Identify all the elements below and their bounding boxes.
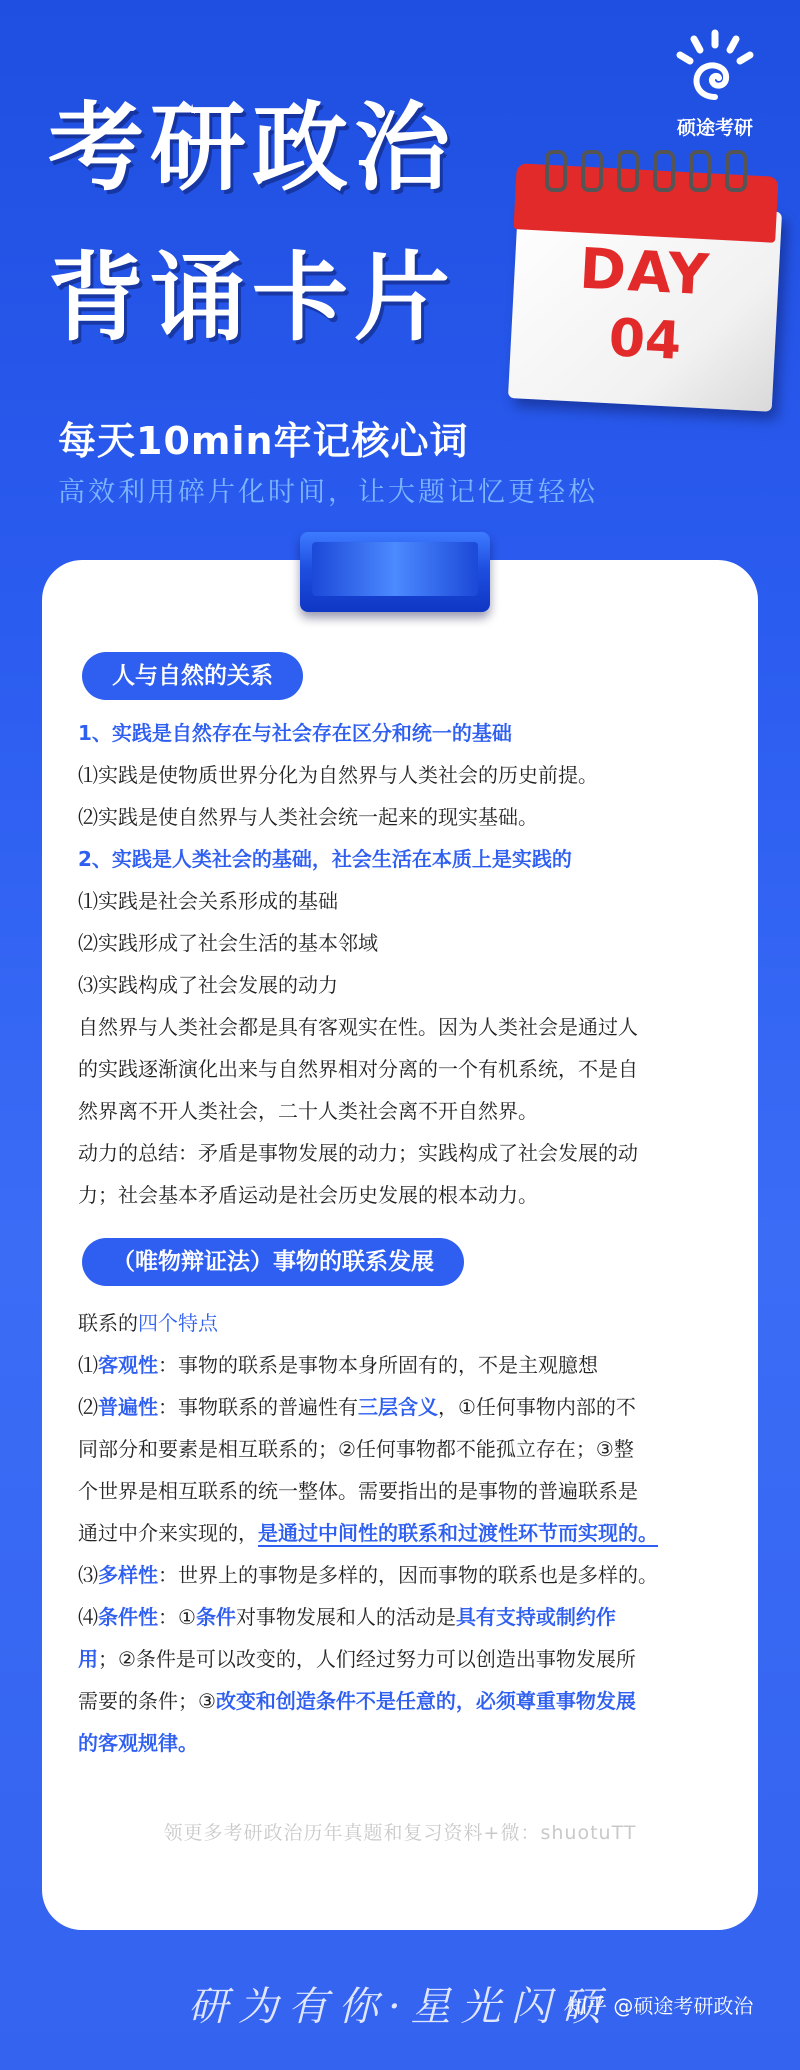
content-card xyxy=(42,560,758,1930)
section-title-nature: 人与自然的关系 xyxy=(82,652,303,700)
item-highlight: 三层含义 xyxy=(358,1395,438,1419)
item-text: 对事物发展和人的活动是 xyxy=(235,1605,456,1629)
paragraph-line xyxy=(78,1680,726,1722)
feature-item-universality xyxy=(78,1386,726,1428)
brand-name: 硕途考研 xyxy=(676,117,753,139)
feature-item-objectivity xyxy=(78,1344,726,1386)
item-highlight: 用 xyxy=(78,1647,98,1671)
binder-clip-inner xyxy=(312,542,478,596)
item-text: 通过中介来实现的， xyxy=(78,1521,258,1545)
tagline: 高效利用碎片化时间，让大题记忆更轻松 xyxy=(58,477,598,508)
calendar-ring-icon xyxy=(689,150,711,192)
paragraph-line xyxy=(78,1512,726,1554)
item-number: ⑵ xyxy=(78,1395,98,1419)
intro-text: 联系的 xyxy=(78,1311,138,1335)
paragraph-line: 力；社会基本矛盾运动是社会历史发展的根本动力。 xyxy=(78,1183,538,1207)
item-text: ；②条件是可以改变的，人们经过努力可以创造出事物发展所 xyxy=(98,1647,636,1671)
item-text: ：世界上的事物是多样的，因而事物的联系也是多样的。 xyxy=(158,1563,658,1587)
item-number: ⑴ xyxy=(78,1353,98,1377)
point-heading: 1、实践是自然存在与社会存在区分和统一的基础 xyxy=(78,721,512,745)
point-item: ⑵实践形成了社会生活的基本邻域 xyxy=(78,931,378,955)
calendar-ring-icon xyxy=(617,150,639,192)
calendar-ring-icon xyxy=(581,150,603,192)
page-title-line2: 背诵卡片 xyxy=(48,242,456,354)
paragraph-line: 个世界是相互联系的统一整体。需要指出的是事物的普遍联系是 xyxy=(78,1479,638,1503)
point-item: ⑴实践是使物质世界分化为自然界与人类社会的历史前提。 xyxy=(78,763,598,787)
brand-logo xyxy=(660,25,770,140)
calendar-graphic xyxy=(505,150,785,410)
calendar-ring-icon xyxy=(725,150,747,192)
subtitle: 每天10min牢记核心词 xyxy=(58,419,469,463)
item-number: ⑶ xyxy=(78,1563,98,1587)
page-title-line1: 考研政治 xyxy=(48,92,456,204)
calendar-day-label: DAY xyxy=(577,236,713,309)
item-keyword: 客观性 xyxy=(98,1353,158,1377)
section-body-dialectics xyxy=(78,1302,726,1764)
item-highlight: 是通过中间性的联系和过渡性环节而实现的。 xyxy=(258,1521,658,1545)
item-text: ，①任何事物内部的不 xyxy=(438,1395,636,1419)
item-highlight: 条件 xyxy=(195,1605,236,1629)
item-text: ：事物联系的普遍性有 xyxy=(158,1395,358,1419)
zhihu-watermark: 知乎 @硕途考研政治 xyxy=(567,1994,754,2018)
calendar-ring-icon xyxy=(545,150,567,192)
calendar-day-number: 04 xyxy=(607,308,683,372)
point-heading: 2、实践是人类社会的基础，社会生活在本质上是实践的 xyxy=(78,847,572,871)
point-item: ⑴实践是社会关系形成的基础 xyxy=(78,889,338,913)
item-keyword: 普遍性 xyxy=(98,1395,158,1419)
feature-item-diversity xyxy=(78,1554,726,1596)
item-highlight: 具有支持或制约作 xyxy=(455,1605,616,1629)
promo-note: 领更多考研政治历年真题和复习资料+微：shuotuTT xyxy=(163,1822,637,1844)
paragraph-line: 的实践逐渐演化出来与自然界相对分离的一个有机系统，不是自 xyxy=(78,1057,638,1081)
paragraph-line xyxy=(78,1638,726,1680)
item-text: ：① xyxy=(158,1605,196,1629)
intro-line xyxy=(78,1302,726,1344)
item-number: ⑷ xyxy=(78,1605,98,1629)
section-body-nature xyxy=(78,712,726,1216)
intro-highlight: 四个特点 xyxy=(138,1311,218,1335)
item-text: ：事物的联系是事物本身所固有的，不是主观臆想 xyxy=(158,1353,598,1377)
item-keyword: 多样性 xyxy=(98,1563,158,1587)
calendar-ring-icon xyxy=(653,150,675,192)
sun-spiral-icon xyxy=(670,25,760,105)
point-item: ⑵实践是使自然界与人类社会统一起来的现实基础。 xyxy=(78,805,538,829)
paragraph-line: 动力的总结：矛盾是事物发展的动力；实践构成了社会发展的动 xyxy=(78,1141,638,1165)
paragraph-line: 的客观规律。 xyxy=(78,1731,198,1755)
binder-clip-graphic xyxy=(300,532,490,612)
paragraph-line: 自然界与人类社会都是具有客观实在性。因为人类社会是通过人 xyxy=(78,1015,638,1039)
item-keyword: 条件性 xyxy=(98,1605,158,1629)
item-text: 需要的条件；③ xyxy=(78,1689,216,1713)
paragraph-line: 然界离不开人类社会，二十人类社会离不开自然界。 xyxy=(78,1099,538,1123)
section-title-dialectics: （唯物辩证法）事物的联系发展 xyxy=(82,1238,464,1286)
slogan: 研为有你·星光闪硕 xyxy=(188,1984,611,2030)
point-item: ⑶实践构成了社会发展的动力 xyxy=(78,973,338,997)
item-highlight: 改变和创造条件不是任意的，必须尊重事物发展 xyxy=(215,1689,636,1713)
feature-item-conditionality xyxy=(78,1596,726,1638)
paragraph-line: 同部分和要素是相互联系的；②任何事物都不能孤立存在；③整 xyxy=(78,1437,634,1461)
